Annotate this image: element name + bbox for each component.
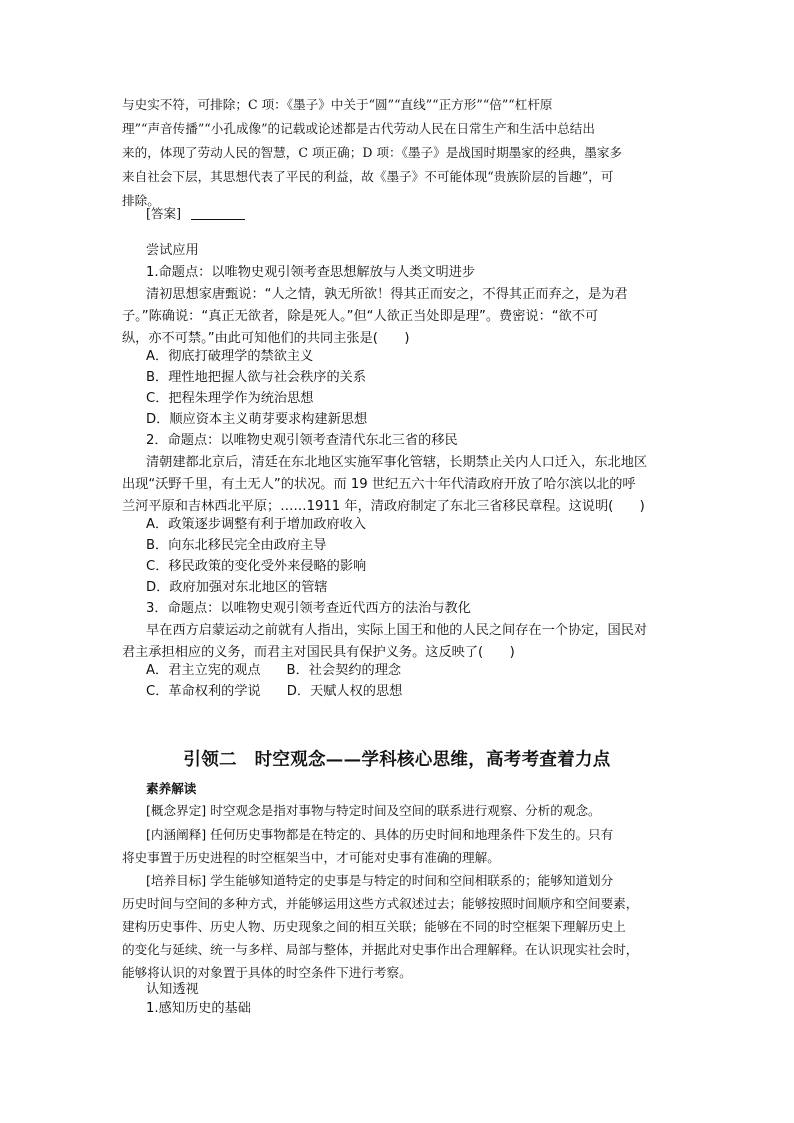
- goal-line-2: 历史时间与空间的多种方式，并能够运用这些方式叙述过去；能够按照时间顺序和空间要素，: [122, 896, 639, 911]
- meaning-row-1: [146, 824, 674, 845]
- q2-option-c[interactable]: C．移民政策的变化受外来侵略的影响: [146, 559, 367, 574]
- intro-line-2: 理”“声音传播”“小孔成像”的记载或论述都是古代劳动人民在日常生产和生活中总结出: [122, 121, 595, 136]
- q1-stem-1: 清初思想家唐甄说：“人之情，孰无所欲！得其正而安之，不得其正而弃之，是为君: [146, 287, 628, 302]
- goal-line-1: 学生能够知道特定的史事是与特定的时间和空间相联系的；能够知道划分: [210, 873, 614, 888]
- meaning-line-2: 将史事置于历史进程的时空框架当中，才可能对史事有准确的理解。: [122, 850, 500, 865]
- goal-line-4: 的变化与延续、统一与多样、局部与整体，并据此对史事作出合理解释。在认识现实社会时，: [122, 942, 639, 957]
- q1-option-d[interactable]: D．顺应资本主义萌芽要求构建新思想: [146, 412, 368, 427]
- goal-line-3: 建构历史事件、历史人物、历史现象之间的相互关联；能够在不同的时空框架下理解历史上: [122, 919, 626, 934]
- concept-row: [146, 800, 674, 821]
- q2-stem-2: 出现“沃野千里，有土无人”的状况。而 19 世纪五六十年代清政府开放了哈尔滨以北的呼: [122, 477, 636, 492]
- meaning-line-1: 任何历史事物都是在特定的、具体的历史时间和地理条件下发生的。只有: [210, 827, 614, 842]
- goal-label: [培养目标]: [146, 873, 207, 888]
- goal-row-1: [146, 870, 674, 891]
- intro-line-1: 与史实不符，可排除；C 项：《墨子》中关于“圆”“直线”“正方形”“倍”“杠杆原: [122, 97, 553, 112]
- answer-label: [答案]: [146, 206, 182, 221]
- q1-option-b[interactable]: B．理性地把握人欲与社会秩序的关系: [146, 370, 367, 385]
- section-heading: 引领二 时空观念——学科核心思维，高考考查着力点: [183, 750, 611, 770]
- q3-option-d[interactable]: D．天赋人权的思想: [286, 684, 403, 699]
- q3-options-row-1: [146, 660, 674, 681]
- intro-line-3: 来的，体现了劳动人民的智慧，C 项正确；D 项：《墨子》是战国时期墨家的经典，墨家多: [122, 145, 623, 160]
- q2-option-a[interactable]: A．政策逐步调整有利于增加政府收入: [146, 517, 367, 532]
- meaning-label: [内涵阐释]: [146, 827, 207, 842]
- q3-option-c[interactable]: C．革命权利的学说: [146, 684, 261, 699]
- q2-stem-1: 清朝建都北京后，清廷在东北地区实施军事化管辖，长期禁止关内人口迁入，东北地区: [146, 455, 648, 470]
- q2-stem-3: 兰河平原和吉林西北平原；……1911 年，清政府制定了东北三省移民章程。这说明( ): [122, 499, 645, 514]
- intro-line-4: 来自社会下层，其思想代表了平民的利益，故《墨子》不可能体现“贵族阶层的旨趣”，可: [122, 169, 614, 184]
- concept-text: 时空观念是指对事物与特定时间及空间的联系进行观察、分析的观念。: [210, 803, 601, 818]
- cognition-item-1: 1.感知历史的基础: [146, 1001, 251, 1016]
- q1-point: 1.命题点：以唯物史观引领考查思想解放与人类文明进步: [146, 265, 476, 280]
- q3-point: 3．命题点：以唯物史观引领考查近代西方的法治与教化: [146, 601, 471, 616]
- q3-stem-2: 君主承担相应的义务，而君主对国民具有保护义务。这反映了( ): [122, 645, 515, 660]
- q3-stem-1: 早在西方启蒙运动之前就有人指出，实际上国王和他的人民之间存在一个协定，国民对: [146, 623, 648, 638]
- goal-line-5: 能够将认识的对象置于具体的时空条件下进行考察。: [122, 965, 412, 980]
- q3-option-a[interactable]: A．君主立宪的观点: [146, 663, 261, 678]
- answer-row: [146, 203, 674, 224]
- cognition-heading: 认知透视: [146, 982, 199, 997]
- q1-stem-3: 纵，亦不可禁。”由此可知他们的共同主张是( ): [122, 331, 410, 346]
- intro-line-5: 排除。: [122, 193, 160, 208]
- q1-option-a[interactable]: A．彻底打破理学的禁欲主义: [146, 349, 314, 364]
- q3-option-b[interactable]: B．社会契约的理念: [286, 663, 402, 678]
- q2-point: 2．命题点：以唯物史观引领考查清代东北三省的移民: [146, 433, 458, 448]
- literacy-subheading: 素养解读: [146, 781, 197, 796]
- q2-option-d[interactable]: D．政府加强对东北地区的管辖: [146, 580, 328, 595]
- concept-label: [概念界定]: [146, 803, 207, 818]
- q1-option-c[interactable]: C．把程朱理学作为统治思想: [146, 391, 314, 406]
- q3-options-row-2: [146, 681, 674, 702]
- q2-option-b[interactable]: B．向东北移民完全由政府主导: [146, 538, 327, 553]
- answer-blank[interactable]: [191, 205, 245, 220]
- practice-heading: 尝试应用: [146, 243, 199, 258]
- q1-stem-2: 子。”陈确说：“真正无欲者，除是死人。”但“人欲正当处即是理”。费密说：“欲不可: [122, 309, 599, 324]
